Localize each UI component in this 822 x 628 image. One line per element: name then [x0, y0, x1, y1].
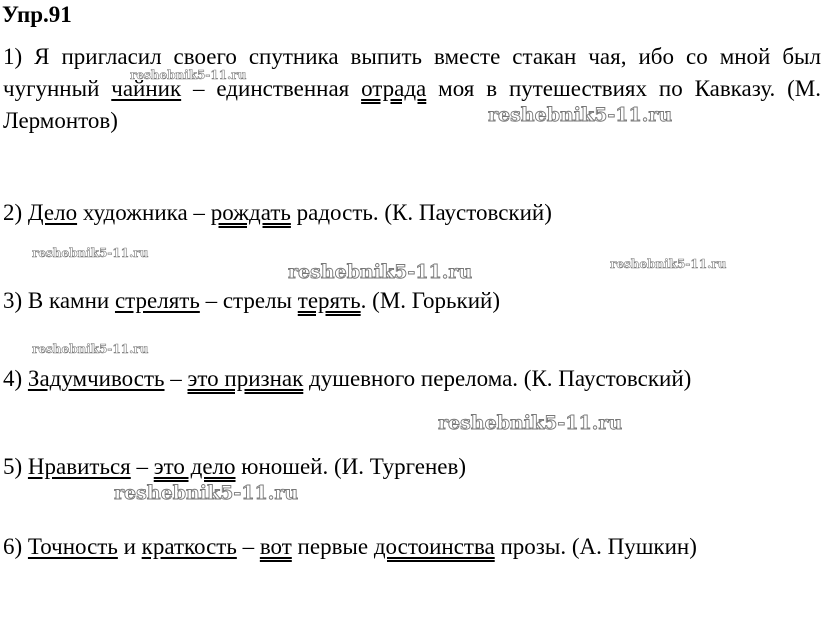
sentence-1-predicate: отрада: [361, 76, 427, 101]
sentence-4-predicate: это признак: [187, 366, 304, 391]
watermark: reshebnik5-11.ru: [488, 104, 673, 126]
sentence-2-text: радость. (К. Паустовский): [290, 200, 552, 225]
sentence-1: [3, 41, 821, 137]
watermark: reshebnik5-11.ru: [130, 68, 247, 82]
sentence-4-text: –: [164, 366, 188, 391]
sentence-6-text: 6): [3, 534, 28, 559]
sentence-6-text: и: [117, 534, 142, 559]
sentence-3: [3, 285, 500, 317]
watermark: reshebnik5-11.ru: [438, 412, 623, 434]
sentence-4-subject: Задумчивость: [27, 366, 165, 391]
sentence-4: [3, 363, 691, 395]
sentence-4-text: душевного перелома. (К. Паустовский): [303, 366, 692, 391]
sentence-5-subject: Нравиться: [27, 454, 131, 479]
sentence-3-text: 3) В камни: [3, 288, 115, 313]
watermark: reshebnik5-11.ru: [610, 257, 727, 271]
sentence-6-subject: Точность: [27, 534, 118, 559]
sentence-6-subject: краткость: [141, 534, 237, 559]
sentence-6-predicate: достоинства: [373, 534, 495, 559]
sentence-1-text: моя в путешествиях по Кавказу. (М. Лермонтов): [3, 76, 821, 133]
sentence-2-subject: Дело: [27, 200, 78, 225]
sentence-1-subject: чайник: [111, 76, 182, 101]
sentence-5-predicate: это дело: [153, 454, 236, 479]
watermark: reshebnik5-11.ru: [32, 246, 149, 260]
sentence-6-text: –: [236, 534, 260, 559]
sentence-3-subject: стрелять: [114, 288, 200, 313]
sentence-5-text: юношей. (И. Тургенев): [235, 454, 467, 479]
exercise-title: Упр.91: [2, 2, 72, 27]
watermark: reshebnik5-11.ru: [114, 482, 299, 504]
sentence-1-text: 1) Я пригласил своего спутника выпить вместе стакан чая, ибо со мной был чугунный: [3, 44, 821, 101]
sentence-6-text: прозы. (А. Пушкин): [494, 534, 697, 559]
sentence-3-text: – стрелы: [199, 288, 298, 313]
sentence-4-text: 4): [3, 366, 28, 391]
sentence-6-text: первые: [291, 534, 374, 559]
sentence-3-text: . (М. Горький): [360, 288, 500, 313]
sentence-5: [3, 451, 466, 483]
watermark: reshebnik5-11.ru: [32, 342, 149, 356]
sentence-5-text: –: [130, 454, 154, 479]
sentence-2-text: 2): [3, 200, 28, 225]
sentence-2-text: художника –: [77, 200, 211, 225]
sentence-6-predicate: вот: [259, 534, 292, 559]
sentence-6: [3, 531, 821, 563]
sentence-3-predicate: терять: [297, 288, 361, 313]
watermark: reshebnik5-11.ru: [288, 261, 473, 283]
sentence-5-text: 5): [3, 454, 28, 479]
sentence-1-text: – единственная: [181, 76, 362, 101]
sentence-2: [3, 197, 552, 229]
sentence-2-predicate: рождать: [210, 200, 291, 225]
